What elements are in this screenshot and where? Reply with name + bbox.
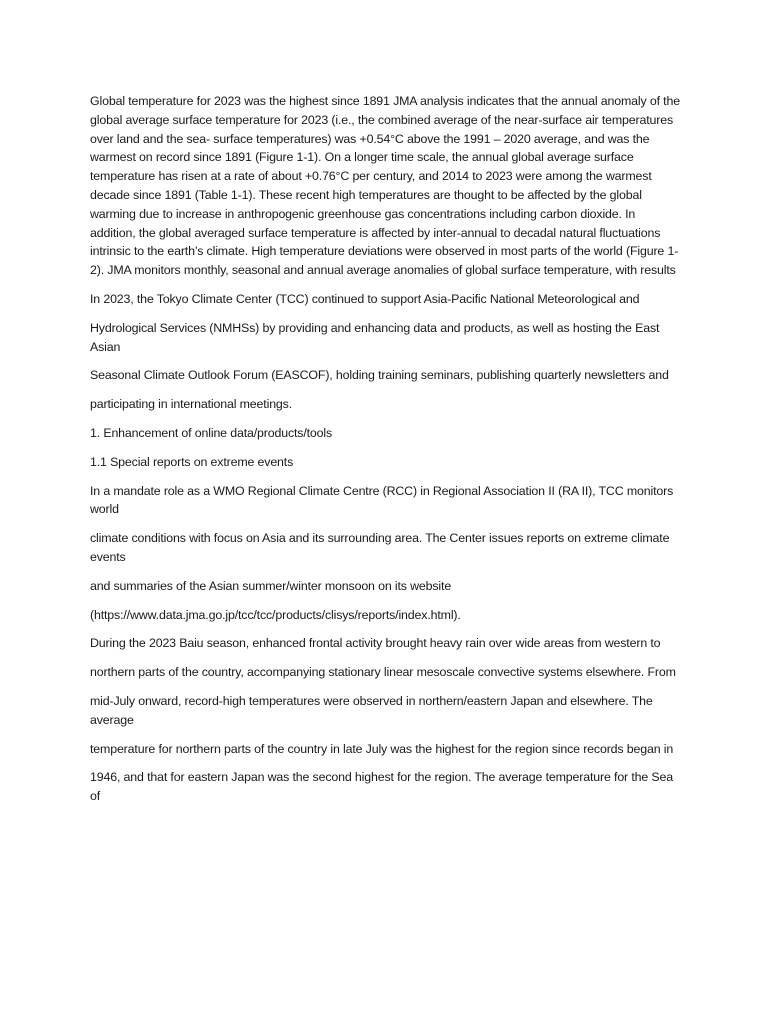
paragraph-baiu-season: During the 2023 Baiu season, enhanced frontal activity brought heavy rain over wide areas from western to xyxy=(90,636,661,651)
document-body xyxy=(90,92,682,816)
paragraph-rcc-role: In a mandate role as a WMO Regional Climate Centre (RCC) in Regional Association II (RA II), TCC monitors world xyxy=(90,483,674,517)
paragraph-global-temperature: Global temperature for 2023 was the highest since 1891 JMA analysis indicates that the annual anomaly of the global average surface temperature for 2023 (i.e., the combined average of the near-surface air temperatures over land and the sea- surface temperatures) was +0.54°C above the 1991 – 2020 average, and was the warmest on record since 1891 (Figure 1-1). On a longer time scale, the annual global average surface temperature has risen at a rate of about +0.76°C per century, and 2014 to 2023 were among the warmest decade since 1891 (Table 1-1). These recent high temperatures are thought to be affected by the global warming due to increase in anthropogenic greenhouse gas concentrations including carbon dioxide. In addition, the global averaged surface temperature is affected by inter-annual to decadal natural fluctuations intrinsic to the earth’s climate. High temperature deviations were observed in most parts of the world (Figure 1-2). JMA monitors monthly, seasonal and annual average anomalies of global surface temperature, with results xyxy=(90,94,680,278)
paragraph-eastern-japan: 1946, and that for eastern Japan was the second highest for the region. The average temperature for the Sea of xyxy=(90,770,673,804)
paragraph-mid-july: mid-July onward, record-high temperatures were observed in northern/eastern Japan and elsewhere. The average xyxy=(90,693,653,727)
section-heading-online-data: 1. Enhancement of online data/products/tools xyxy=(90,425,333,440)
paragraph-reports-url: (https://www.data.jma.go.jp/tcc/tcc/products/clisys/reports/index.html). xyxy=(90,607,461,622)
paragraph-international-meetings: participating in international meetings. xyxy=(90,397,293,412)
paragraph-tcc-intro: In 2023, the Tokyo Climate Center (TCC) continued to support Asia-Pacific National Meteorological and xyxy=(90,291,640,306)
paragraph-monsoon-summaries: and summaries of the Asian summer/winter monsoon on its website xyxy=(90,578,452,593)
paragraph-late-july-temperature: temperature for northern parts of the country in late July was the highest for the region since records began in xyxy=(90,741,674,756)
paragraph-nmhs-support: Hydrological Services (NMHSs) by providing and enhancing data and products, as well as hosting the East Asian xyxy=(90,320,660,354)
paragraph-northern-parts: northern parts of the country, accompanying stationary linear mesoscale convective systems elsewhere. From xyxy=(90,665,676,680)
paragraph-eascof: Seasonal Climate Outlook Forum (EASCOF), holding training seminars, publishing quarterly newsletters and xyxy=(90,368,669,383)
paragraph-climate-conditions: climate conditions with focus on Asia and its surrounding area. The Center issues reports on extreme climate events xyxy=(90,531,670,564)
subsection-heading-special-reports: 1.1 Special reports on extreme events xyxy=(90,454,294,469)
